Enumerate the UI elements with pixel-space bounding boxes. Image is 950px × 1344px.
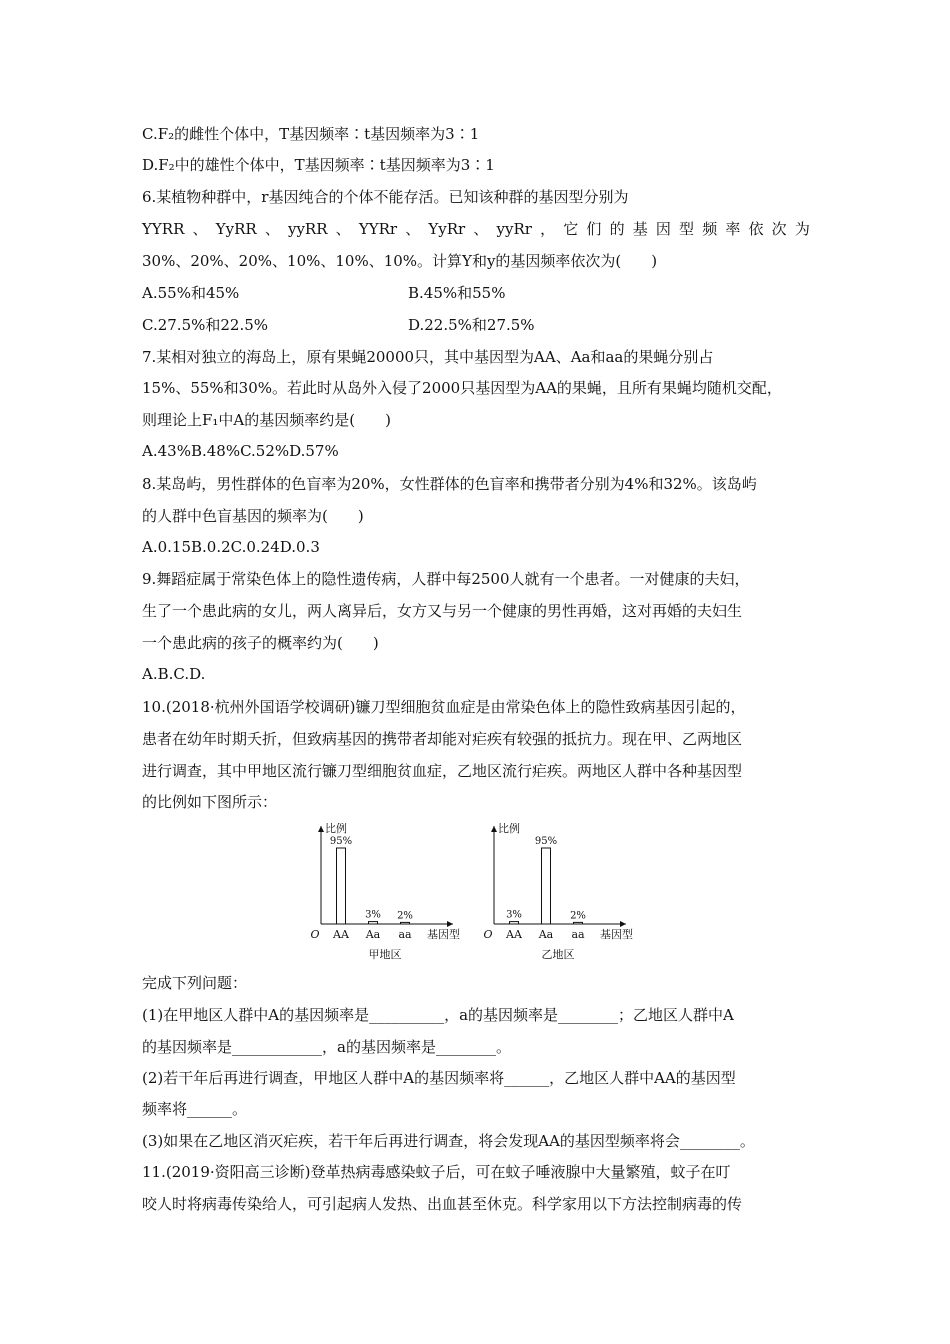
tick-label: aa [571,928,585,941]
q9-line-1: 9.舞蹈症属于常染色体上的隐性遗传病，人群中每2500人就有一个患者。一对健康的夫妇， [142,570,750,588]
bar-aa [401,922,410,924]
q6-line-2-word: 它 [563,220,579,238]
q10-line-1: 10.(2018·杭州外国语学校调研)镰刀型细胞贫血症是由常染色体上的隐性致病基因引起的， [142,698,746,716]
q6-option-c: C.27.5%和22.5% [142,316,269,334]
q6-line-2-word: YYRr [358,220,398,238]
origin-label: O [483,928,493,941]
q9-line-2: 生了一个患此病的女儿，两人离异后，女方又与另一个健康的男性再婚，这对再婚的夫妇生 [142,602,743,620]
q6-line-2-word: 次 [771,220,787,238]
q6-line-2-word: 型 [679,220,695,238]
q6-line-2-word: yyRR [287,220,328,238]
chart-yi [478,818,648,966]
q11-line-2: 咬人时将病毒传染给人，可引起病人发热、出血甚至休克。科学家用以下方法控制病毒的传 [142,1195,743,1213]
x-axis-arrow [620,921,626,927]
tick-label: aa [398,928,412,941]
sub1-line-1: (1)在甲地区人群中A的基因频率是__________，a的基因频率是________；乙地区人群中A [142,1006,734,1024]
q10-line-3: 进行调查，其中甲地区流行镰刀型细胞贫血症，乙地区流行疟疾。两地区人群中各种基因型 [142,762,743,780]
sub2-line-2: 频率将______。 [142,1100,248,1118]
q6-line-2-word: 、 [405,220,421,238]
q8-options: A.0.15B.0.2C.0.24D.0.3 [142,538,320,556]
q6-line-2 [142,219,810,239]
y-axis-arrow [491,826,497,832]
q7-line-3: 则理论上F₁中A的基因频率约是( ) [142,411,391,429]
q6-line-2-word: 、 [473,220,489,238]
q8-line-2: 的人群中色盲基因的频率为( ) [142,507,364,525]
data-label: 3% [365,909,381,921]
y-axis-label: 比例 [325,822,347,835]
q6-option-d: D.22.5%和27.5% [408,316,535,334]
data-label: 3% [506,909,522,921]
q6-line-2-word: 、 [192,220,208,238]
q6-line-2-word: 频 [702,220,718,238]
q7-line-1: 7.某相对独立的海岛上，原有果蝇20000只，其中基因型为AA、Aa和aa的果蝇分别占 [142,348,714,366]
tick-label: AA [333,928,349,941]
x-axis-arrow [447,921,453,927]
q6-line-2-word: YyRr [428,220,466,238]
data-label: 2% [570,910,586,922]
chart-title: 乙地区 [541,948,575,961]
data-label: 2% [397,910,413,922]
chart-jia [305,818,465,966]
data-label: 95% [329,836,353,847]
bar-AA [510,922,519,924]
q6-line-2-word: 、 [264,220,280,238]
q9-line-3: 一个患此病的孩子的概率约为( ) [142,634,379,652]
bar-aa [574,922,583,924]
y-axis-arrow [318,826,324,832]
sub2-line-1: (2)若干年后再进行调查，甲地区人群中A的基因频率将______，乙地区人群中AA的基因型 [142,1069,736,1087]
x-axis-label: 基因型 [600,928,633,941]
origin-label: O [310,928,320,941]
complete-heading: 完成下列问题： [142,974,248,992]
q6-line-2-word: 们 [586,220,602,238]
tick-label: Aa [365,928,381,941]
bar-Aa [542,848,551,924]
q6-line-2-word: 、 [335,220,351,238]
q6-line-2-word: YyRR [215,220,257,238]
q5-option-c: C.F₂的雌性个体中，T基因频率∶t基因频率为3∶1 [142,125,480,143]
sub3-line-1: (3)如果在乙地区消灭疟疾，若干年后再进行调查，将会发现AA的基因型频率将会________。 [142,1132,755,1150]
q6-line-3: 30%、20%、20%、10%、10%、10%。计算Y和y的基因频率依次为( ) [142,252,658,270]
q6-line-2-word: 率 [725,220,741,238]
q10-line-4: 的比例如下图所示： [142,793,278,811]
q7-line-2: 15%、55%和30%。若此时从岛外入侵了2000只基因型为AA的果蝇，且所有果蝇均随机交配， [142,379,782,397]
q6-line-1: 6.某植物种群中，r基因纯合的个体不能存活。已知该种群的基因型分别为 [142,188,629,206]
x-axis-label: 基因型 [427,928,460,941]
q6-line-2-word: 基 [632,220,648,238]
data-label: 95% [534,836,558,847]
bar-Aa [369,922,378,924]
q7-options: A.43%B.48%C.52%D.57% [142,442,339,460]
q6-line-2-word: yyRr [496,220,532,238]
q6-line-2-word: 的 [609,220,625,238]
q6-line-2-word: ， [540,220,556,238]
q6-option-a: A.55%和45% [142,284,240,302]
q6-line-2-word: 依 [748,220,764,238]
q11-line-1: 11.(2019·资阳高三诊断)登革热病毒感染蚊子后，可在蚊子唾液腺中大量繁殖，蚊子在叮 [142,1163,731,1181]
q8-line-1: 8.某岛屿，男性群体的色盲率为20%，女性群体的色盲率和携带者分别为4%和32%。该岛屿 [142,475,757,493]
sub1-line-2: 的基因频率是____________，a的基因频率是________。 [142,1038,511,1056]
chart-title: 甲地区 [368,948,402,961]
q6-option-b: B.45%和55% [408,284,506,302]
q6-line-2-word: YYRR [142,220,185,238]
y-axis-label: 比例 [498,822,520,835]
q5-option-d: D.F₂中的雄性个体中，T基因频率∶t基因频率为3∶1 [142,156,495,174]
bar-AA [337,848,346,924]
q6-line-2-word: 因 [655,220,671,238]
q6-line-2-word: 为 [794,220,810,238]
q9-options: A.B.C.D. [142,665,206,683]
q10-line-2: 患者在幼年时期夭折，但致病基因的携带者却能对疟疾有较强的抵抗力。现在甲、乙两地区 [142,730,743,748]
tick-label: Aa [538,928,554,941]
tick-label: AA [506,928,522,941]
